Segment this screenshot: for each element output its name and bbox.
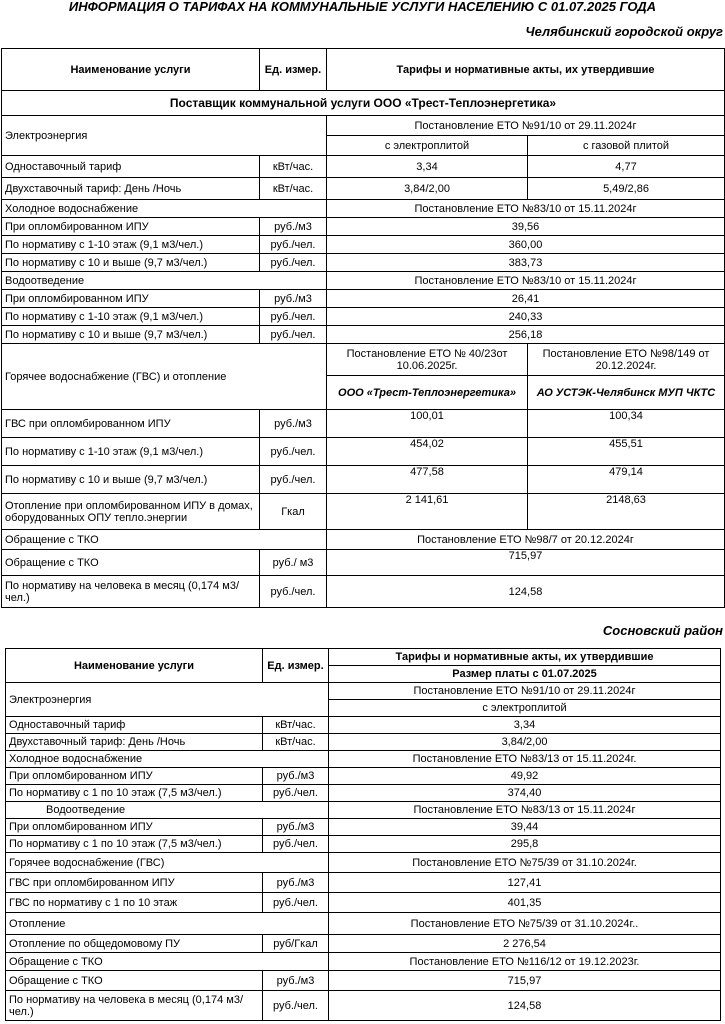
row-unit: руб./чел. (263, 836, 329, 853)
table-row (2, 236, 725, 254)
row-unit: руб./чел. (260, 576, 327, 608)
row-name: ГВС при опломбированном ИПУ (6, 873, 263, 893)
region-title-chelyabinsk: Челябинский городской округ (525, 24, 723, 39)
table-header (2, 49, 725, 91)
table-row (2, 178, 725, 200)
subheader-electric-stove: с электроплитой (329, 700, 721, 717)
row-name: По нормативу с 1 по 10 этаж (7,5 м3/чел.) (6, 785, 263, 802)
row-unit: руб./м3 (263, 768, 329, 785)
supplier-hot-water-2: АО УСТЭК-Челябинск МУП ЧКТС (528, 376, 725, 410)
act-hot-water-2: Постановление ЕТО №98/149 от 20.12.2024г. (528, 344, 725, 376)
row-unit: руб./ м3 (260, 550, 327, 576)
row-name: Одноставочный тариф (6, 717, 263, 734)
table-row (2, 494, 725, 530)
header-tariff: Тарифы и нормативные акты, их утвердившие (329, 649, 721, 666)
row-unit: руб./м3 (260, 290, 327, 308)
table-row (2, 326, 725, 344)
row-name: По нормативу с 10 и выше (9,7 м3/чел.) (2, 326, 260, 344)
row-name: Отопление при опломбированном ИПУ в домах, оборудованных ОПУ тепло.энергии (2, 494, 260, 530)
row-unit: руб./чел. (260, 236, 327, 254)
row-value: 454,02 (327, 438, 528, 466)
row-unit: кВт/час. (260, 178, 327, 200)
supplier-row: Поставщик коммунальной услуги ООО «Трест-Теплоэнергетика» (2, 91, 725, 116)
row-unit: руб./чел. (260, 438, 327, 466)
row-unit: руб./м3 (263, 873, 329, 893)
row-value: 479,14 (528, 466, 725, 494)
table-row (6, 991, 721, 1021)
row-value: 383,73 (327, 254, 725, 272)
section-hot-water: Горячее водоснабжение (ГВС) (6, 853, 329, 873)
act-electricity: Постановление ЕТО №91/10 от 29.11.2024г (327, 116, 725, 136)
subheader-gas-stove: с газовой плитой (528, 136, 725, 156)
row-value: 124,58 (327, 576, 725, 608)
row-value: 715,97 (327, 550, 725, 576)
row-value: 360,00 (327, 236, 725, 254)
row-name: Обращение с ТКО (6, 971, 263, 991)
table-row (6, 893, 721, 913)
row-value: 715,97 (329, 971, 721, 991)
table-row (6, 873, 721, 893)
row-unit: кВт/час. (260, 156, 327, 178)
row-name: Одноставочный тариф (2, 156, 260, 178)
act-cold-water: Постановление ЕТО №83/10 от 15.11.2024г (327, 200, 725, 218)
table-row (6, 717, 721, 734)
row-name: По нормативу на человека в месяц (0,174 м3/чел.) (6, 991, 263, 1021)
row-value: 4,77 (528, 156, 725, 178)
row-value: 455,51 (528, 438, 725, 466)
row-value: 49,92 (329, 768, 721, 785)
section-cold-water: Холодное водоснабжение (2, 200, 327, 218)
row-value: 39,44 (329, 819, 721, 836)
row-name: По нормативу на человека в месяц (0,174 м3/чел.) (2, 576, 260, 608)
row-value: 3,34 (327, 156, 528, 178)
act-hot-water: Постановление ЕТО №75/39 от 31.10.2024г. (329, 853, 721, 873)
row-value: 374,40 (329, 785, 721, 802)
row-value: 477,58 (327, 466, 528, 494)
row-unit: руб./м3 (260, 218, 327, 236)
row-name: По нормативу с 1-10 этаж (9,1 м3/чел.) (2, 236, 260, 254)
row-name: По нормативу с 10 и выше (9,7 м3/чел.) (2, 254, 260, 272)
header-name: Наименование услуги (6, 649, 263, 683)
section-tko: Обращение с ТКО (2, 530, 327, 550)
table-row (6, 836, 721, 853)
table-row (6, 819, 721, 836)
row-value: 3,34 (329, 717, 721, 734)
table-row (2, 218, 725, 236)
row-unit: руб./чел. (260, 326, 327, 344)
row-value: 401,35 (329, 893, 721, 913)
row-value: 100,34 (528, 410, 725, 438)
row-name: При опломбированном ИПУ (6, 768, 263, 785)
row-value: 2 141,61 (327, 494, 528, 530)
row-unit: руб/Гкал (263, 935, 329, 953)
table-row (2, 438, 725, 466)
header-pay: Размер платы с 01.07.2025 (329, 666, 721, 683)
act-hot-water-1: Постановление ЕТО № 40/23от 10.06.2025г. (327, 344, 528, 376)
row-unit: руб./чел. (260, 254, 327, 272)
supplier-hot-water-1: ООО «Трест-Теплоэнергетика» (327, 376, 528, 410)
row-unit: кВт/час. (263, 734, 329, 751)
section-electricity: Электроэнергия (2, 116, 327, 156)
region-title-sosnovsky: Сосновский район (602, 623, 723, 638)
tariff-table-chelyabinsk (1, 48, 725, 608)
act-cold-water: Постановление ЕТО №83/13 от 15.11.2024г. (329, 751, 721, 768)
row-unit: руб./м3 (263, 819, 329, 836)
row-name: По нормативу с 10 и выше (9,7 м3/чел.) (2, 466, 260, 494)
table-row (2, 466, 725, 494)
row-unit: руб./м3 (263, 971, 329, 991)
section-wastewater: Водоотведение (6, 802, 329, 819)
row-value: 240,33 (327, 308, 725, 326)
row-name: Отопление по общедомовому ПУ (6, 935, 263, 953)
row-name: По нормативу с 1-10 этаж (9,1 м3/чел.) (2, 438, 260, 466)
row-value: 5,49/2,86 (528, 178, 725, 200)
header-unit: Ед. измер. (260, 49, 327, 91)
table-row (2, 290, 725, 308)
row-value: 295,8 (329, 836, 721, 853)
row-unit: кВт/час. (263, 717, 329, 734)
row-value: 39,56 (327, 218, 725, 236)
row-unit: руб./чел. (263, 893, 329, 913)
act-tko: Постановление ЕТО №98/7 от 20.12.2024г (327, 530, 725, 550)
row-name: Двухставочный тариф: День /Ночь (2, 178, 260, 200)
row-name: По нормативу с 1-10 этаж (9,1 м3/чел.) (2, 308, 260, 326)
table-row (2, 254, 725, 272)
row-value: 124,58 (329, 991, 721, 1021)
row-name: ГВС при опломбированном ИПУ (2, 410, 260, 438)
row-unit: руб./м3 (260, 410, 327, 438)
act-wastewater: Постановление ЕТО №83/10 от 15.11.2024г (327, 272, 725, 290)
header-unit: Ед. измер. (263, 649, 329, 683)
tariff-table-sosnovsky (5, 648, 721, 1021)
row-value: 3,84/2,00 (329, 734, 721, 751)
act-wastewater: Постановление ЕТО №83/13 от 15.11.2024г (329, 802, 721, 819)
table-row (2, 156, 725, 178)
row-value: 3,84/2,00 (327, 178, 528, 200)
row-name: При опломбированном ИПУ (2, 218, 260, 236)
section-hot-water-heating: Горячее водоснабжение (ГВС) и отопление (2, 344, 327, 410)
table-row (6, 768, 721, 785)
section-cold-water: Холодное водоснабжение (6, 751, 329, 768)
row-value: 256,18 (327, 326, 725, 344)
row-value: 2 276,54 (329, 935, 721, 953)
section-tko: Обращение с ТКО (6, 953, 329, 971)
row-name: По нормативу с 1 по 10 этаж (7,5 м3/чел.) (6, 836, 263, 853)
table-row (6, 935, 721, 953)
row-name: При опломбированном ИПУ (2, 290, 260, 308)
row-unit: руб./чел. (263, 785, 329, 802)
row-value: 127,41 (329, 873, 721, 893)
subheader-electric-stove: с электроплитой (327, 136, 528, 156)
header-name: Наименование услуги (2, 49, 260, 91)
section-heating: Отопление (6, 913, 329, 935)
table-row (2, 550, 725, 576)
section-wastewater: Водоотведение (2, 272, 327, 290)
act-electricity: Постановление ЕТО №91/10 от 29.11.2024г (329, 683, 721, 700)
row-unit: руб./чел. (263, 991, 329, 1021)
page-title: ИНФОРМАЦИЯ О ТАРИФАХ НА КОММУНАЛЬНЫЕ УСЛУГИ НАСЕЛЕНИЮ С 01.07.2025 ГОДА (68, 0, 657, 14)
table-row (6, 971, 721, 991)
act-heating: Постановление ЕТО №75/39 от 31.10.2024г.. (329, 913, 721, 935)
row-value: 26,41 (327, 290, 725, 308)
row-unit: Гкал (260, 494, 327, 530)
table-row (2, 576, 725, 608)
table-row (2, 410, 725, 438)
row-name: Обращение с ТКО (2, 550, 260, 576)
table-row (2, 308, 725, 326)
header-tariff: Тарифы и нормативные акты, их утвердившие (327, 49, 725, 91)
section-electricity: Электроэнергия (6, 683, 329, 717)
row-value: 100,01 (327, 410, 528, 438)
table-row (6, 734, 721, 751)
row-unit: руб./чел. (260, 308, 327, 326)
row-value: 2148,63 (528, 494, 725, 530)
table-row (6, 785, 721, 802)
row-unit: руб./чел. (260, 466, 327, 494)
row-name: Двухставочный тариф: День /Ночь (6, 734, 263, 751)
row-name: При опломбированном ИПУ (6, 819, 263, 836)
act-tko: Постановление ЕТО №116/12 от 19.12.2023г. (329, 953, 721, 971)
row-name: ГВС по нормативу с 1 по 10 этаж (6, 893, 263, 913)
